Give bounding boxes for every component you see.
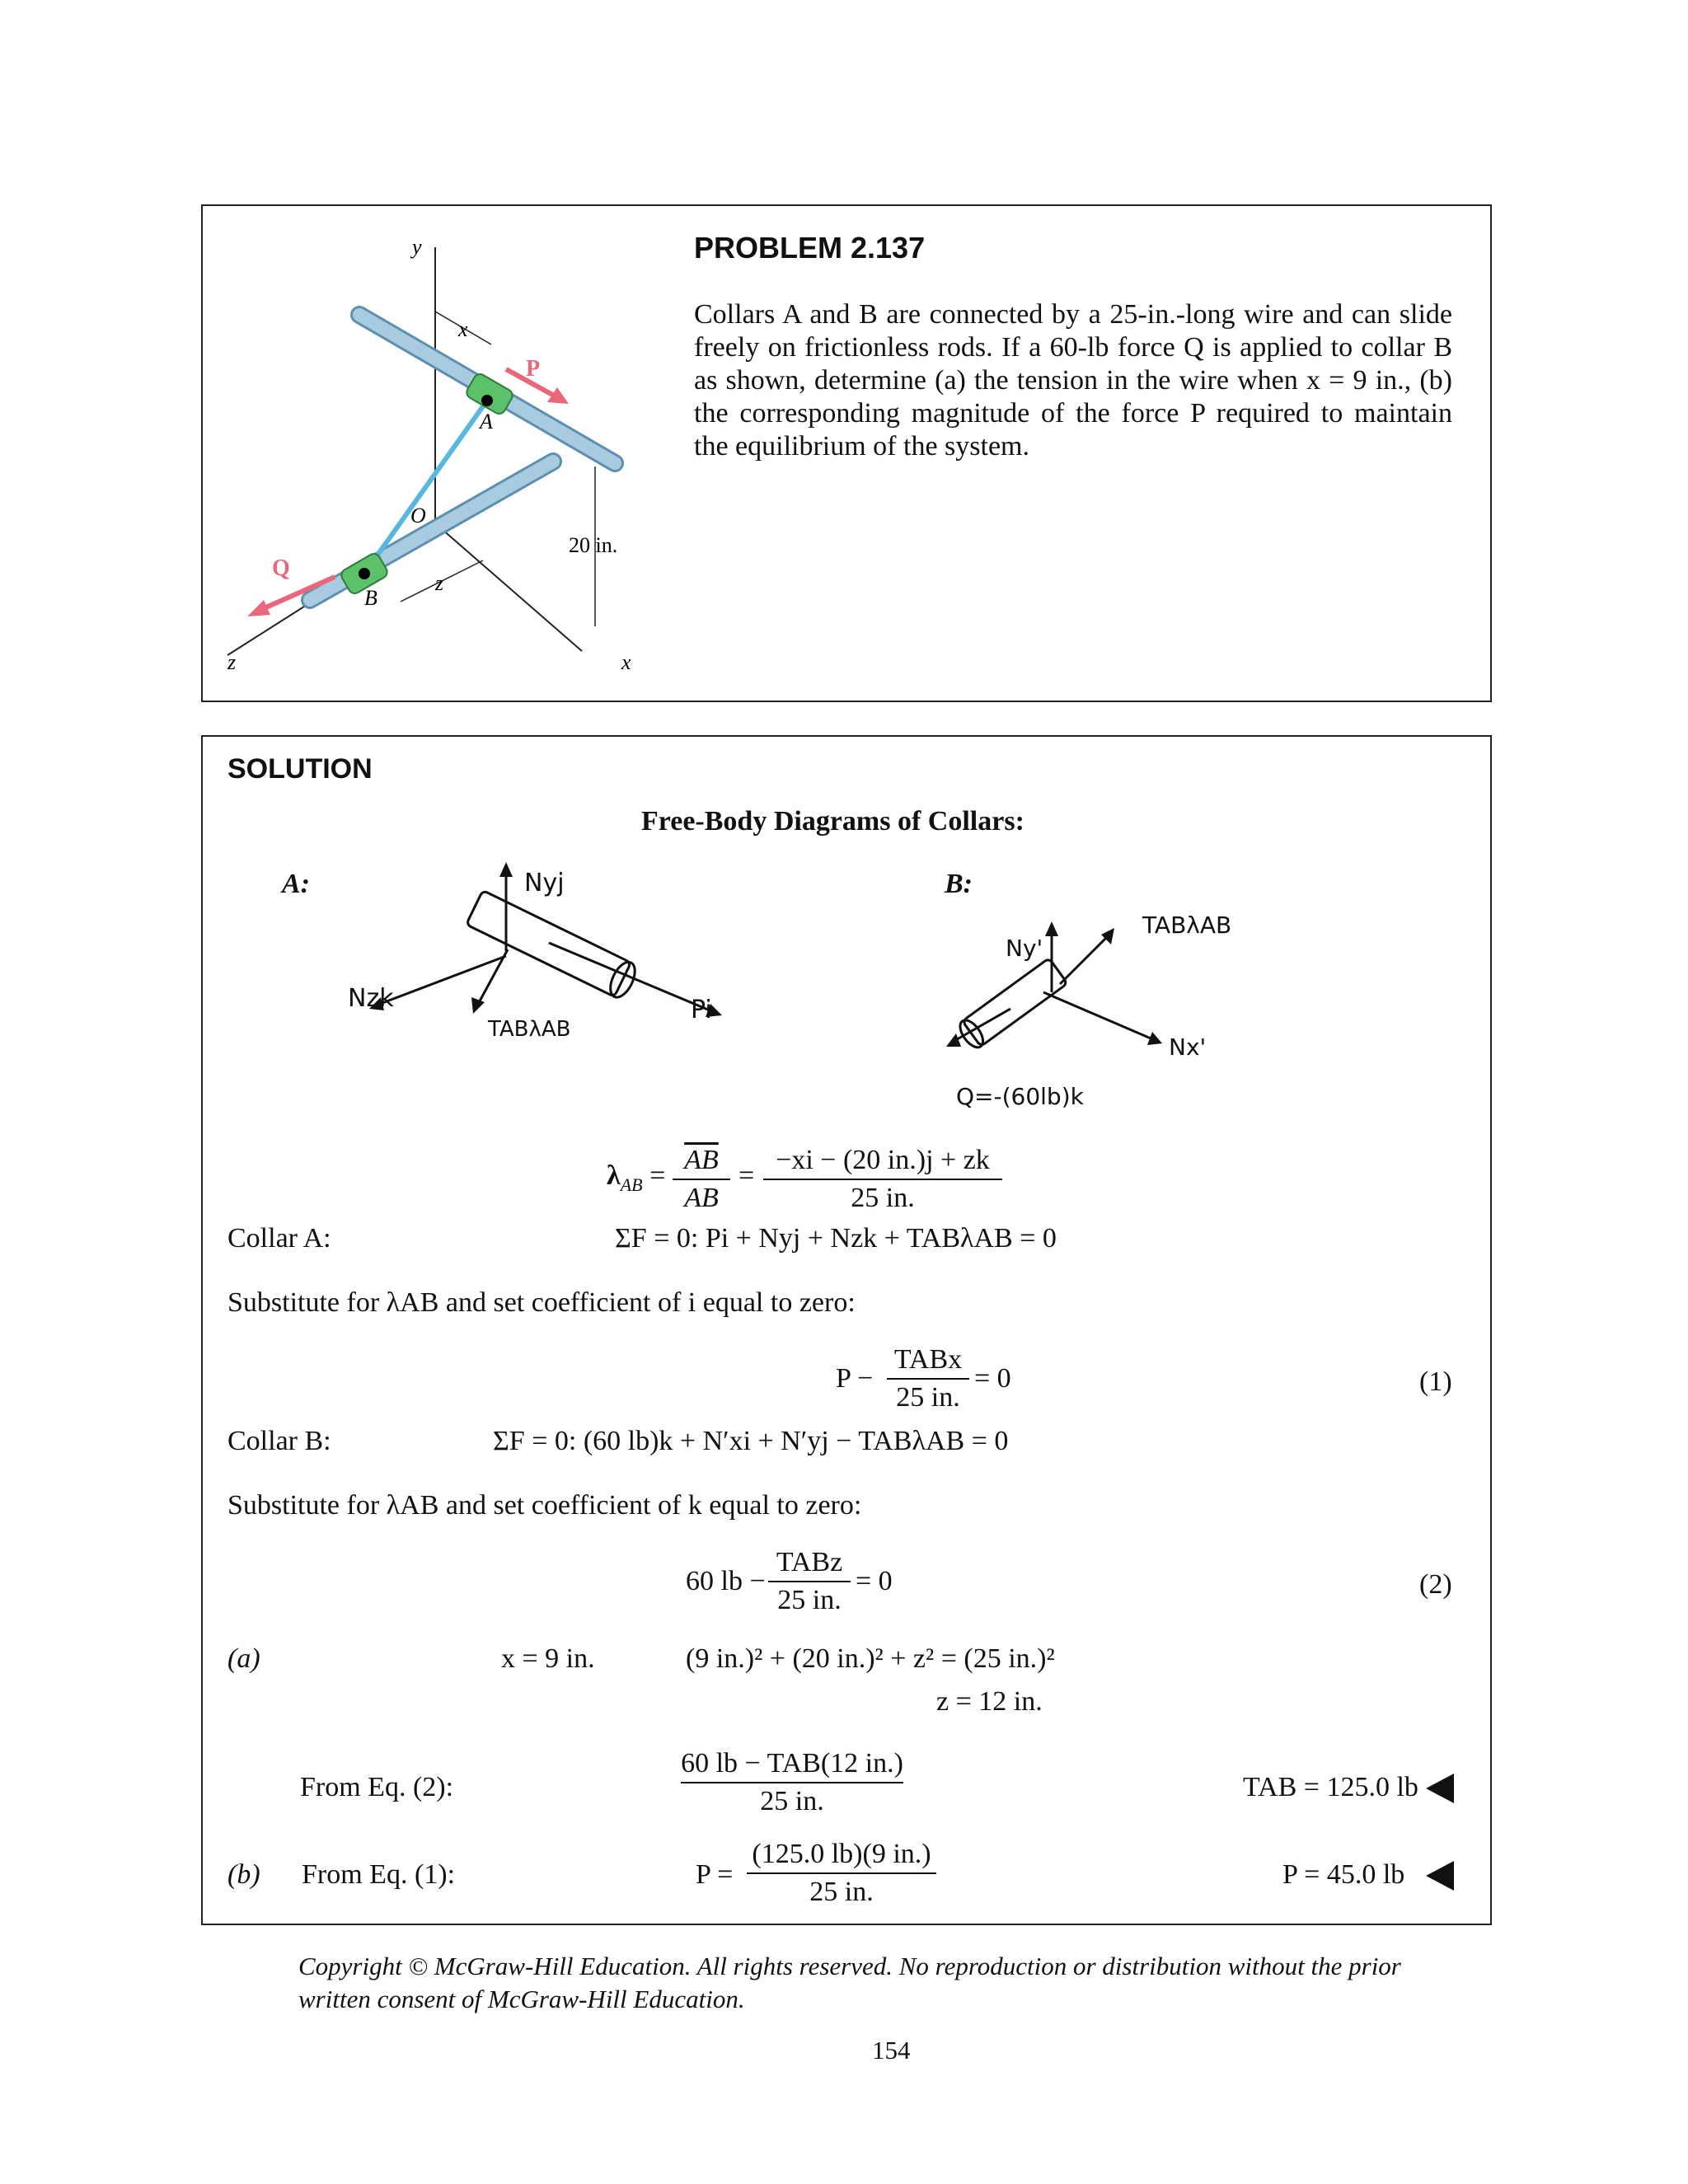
fig-label-x-axis: x <box>621 650 631 674</box>
eq2-lhs: 60 lb − <box>686 1566 766 1596</box>
eq2-sub-denominator: 25 in. <box>760 1786 824 1816</box>
substitute-1: Substitute for λAB and set coefficient of i equal to zero: <box>227 1287 856 1318</box>
eq1-lhs: P − <box>836 1363 874 1394</box>
answer-b: P = 45.0 lb <box>1282 1859 1405 1890</box>
collar-B-label: Collar B: <box>227 1426 331 1456</box>
eq2-fraction <box>768 1546 851 1617</box>
eq1-fraction <box>887 1343 969 1414</box>
copyright-footer: Copyright © McGraw-Hill Education. All rights reserved. No reproduction or distribution without the prior written consent of McGraw-Hill Education. <box>298 1952 1401 2013</box>
collar-B-equation: ΣF = 0: (60 lb)k + N′xi + N′yj − TABλAB = 0 <box>493 1426 1009 1456</box>
fbd-B-Q: Q=-(60lb)k <box>956 1083 1084 1110</box>
fig-label-x-dim: x <box>458 317 468 341</box>
fbd-B-diagram <box>928 918 1274 1066</box>
solution-box <box>201 735 1492 1925</box>
eq2-numerator: TABz <box>776 1547 843 1577</box>
substitute-2: Substitute for λAB and set coefficient of k equal to zero: <box>227 1490 862 1521</box>
eq2-sub-numerator: 60 lb − TAB(12 in.) <box>681 1748 903 1779</box>
solution-heading: SOLUTION <box>227 753 373 785</box>
fig-label-z-dim: z <box>435 571 444 595</box>
eq2-tag: (2) <box>1419 1569 1452 1600</box>
eq2-rhs: = 0 <box>856 1566 893 1596</box>
x-value: x = 9 in. <box>501 1643 595 1674</box>
fbd-title: Free-Body Diagrams of Collars: <box>641 806 1025 837</box>
p-numerator: (125.0 lb)(9 in.) <box>752 1839 931 1869</box>
lambda-definition: $\lambda_{AB}$ = $\overline{AB}$ AB = −xi − (20 in.)j + zk 25 in. <box>607 1144 1200 1210</box>
fbd-A-T: TABλAB <box>488 1017 571 1042</box>
fbd-B-label: B: <box>945 869 973 899</box>
part-a-label: (a) <box>227 1643 260 1674</box>
from-eq1-label: From Eq. (1): <box>302 1859 456 1890</box>
answer-b-marker-icon <box>1426 1861 1454 1891</box>
fbd-A-Nz: Nzk <box>348 984 394 1013</box>
pythagoras-equation: (9 in.)² + (20 in.)² + z² = (25 in.)² <box>686 1643 1055 1674</box>
fbd-B-T: TABλAB <box>1142 912 1232 939</box>
problem-text: Collars A and B are connected by a 25-in.-long wire and can slide freely on frictionless rods. If a 60-lb force Q is applied to collar B as shown, determine (a) the tension in the wire when x = 9 in., (b) the corresponding magnitude of the force P required to maintain the equilibrium of the system. <box>694 299 1452 462</box>
fig-label-z-axis: z <box>227 650 237 674</box>
problem-figure <box>203 206 664 701</box>
p-lhs: P = <box>696 1859 734 1890</box>
lambda-denominator: 25 in. <box>851 1183 915 1213</box>
p-fraction <box>747 1838 936 1909</box>
eq1-denominator: 25 in. <box>896 1382 960 1413</box>
fig-label-A: A <box>480 410 493 434</box>
collar-A-equation: ΣF = 0: Pi + Nyj + Nzk + TABλAB = 0 <box>615 1223 1057 1254</box>
eq2-denominator: 25 in. <box>777 1585 842 1615</box>
fig-label-P: P <box>526 356 541 382</box>
fig-label-Q: Q <box>272 555 290 581</box>
answer-a-marker-icon <box>1426 1774 1454 1803</box>
from-eq2-label: From Eq. (2): <box>300 1772 454 1802</box>
page-number: 154 <box>872 2036 911 2064</box>
fig-label-O: O <box>410 504 426 527</box>
fig-label-y: y <box>412 235 422 259</box>
collar-A-label: Collar A: <box>227 1223 331 1254</box>
fbd-A-Ny: Nyj <box>524 869 565 898</box>
fbd-A-label: A: <box>282 869 310 899</box>
problem-box <box>201 204 1492 702</box>
z-result: z = 12 in. <box>936 1686 1043 1717</box>
problem-heading: PROBLEM 2.137 <box>694 231 926 265</box>
fbd-B-Ny: Ny' <box>1006 935 1043 962</box>
fig-label-B: B <box>364 586 377 610</box>
p-denominator: 25 in. <box>809 1877 874 1907</box>
fbd-A-P: Pi <box>691 996 712 1024</box>
eq1-numerator: TABx <box>893 1344 963 1375</box>
eq1-tag: (1) <box>1419 1366 1452 1397</box>
part-b-label: (b) <box>227 1859 260 1890</box>
fbd-B-Nx: Nx' <box>1169 1033 1207 1061</box>
eq2-substituted-fraction <box>681 1747 903 1818</box>
answer-a: TAB = 125.0 lb <box>1243 1772 1418 1802</box>
eq1-rhs: = 0 <box>974 1363 1011 1394</box>
lambda-numerator: −xi − (20 in.)j + zk <box>776 1145 990 1175</box>
fig-label-20: 20 in. <box>569 533 618 557</box>
